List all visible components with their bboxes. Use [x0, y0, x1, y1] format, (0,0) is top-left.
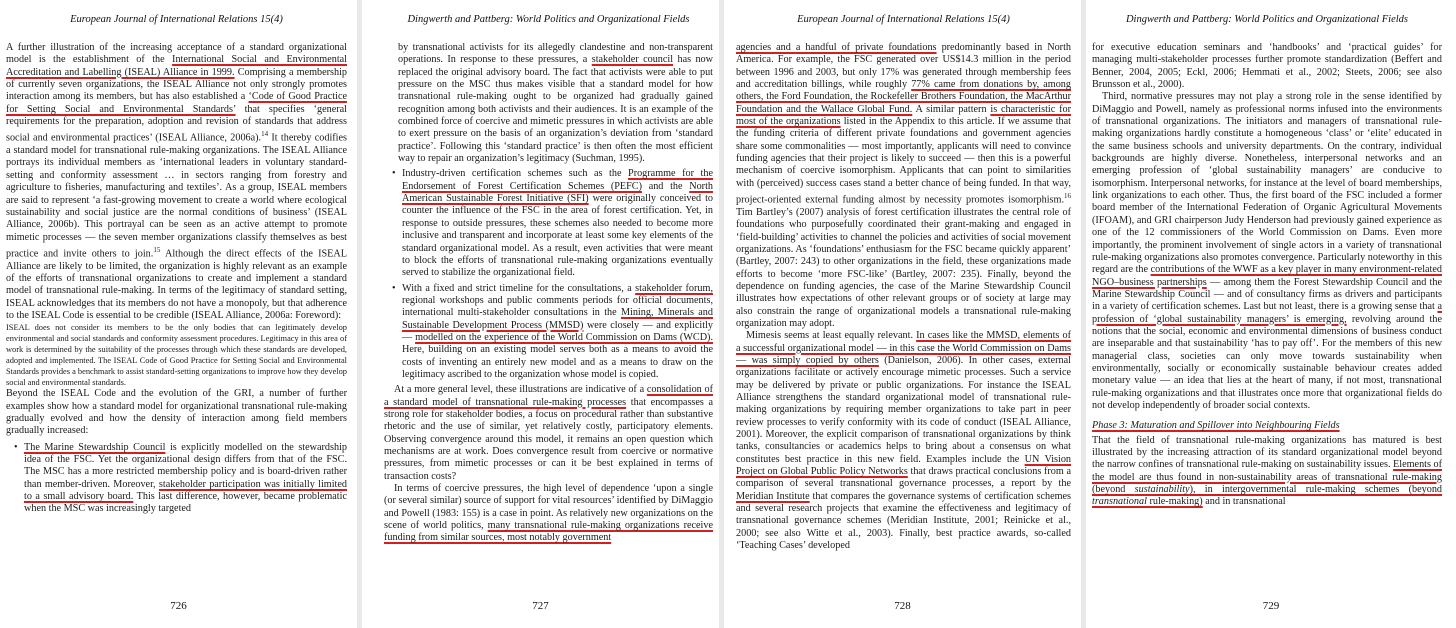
- running-header: Dingwerth and Pattberg: World Politics and Organizational Fields: [407, 14, 690, 25]
- text: In terms of coercive pressures, the high level of dependence ‘upon a single (or several similar) source of support for vital resources’ identified by DiMaggio and Powell (1983: 155) is a case in point. As relatively new organizations on the scene of world politics,: [384, 483, 713, 532]
- text: A similar pattern: [912, 103, 991, 115]
- text: Tim Bartley’s (2007) analysis of forest certification illustrates the central role of foundations who purposefully coordinated their grant-making and engaged in ‘field-building’ activities to channel the policies and activities of social movement organizations. As ‘foundations’ enthusiasm for the FSC became quickly apparent’ (Bartley, 2007: 243) to other organizations in the field, these organizations made efforts to become ‘more FSC-like’ (Bartley, 2007: 235). Finally, beyond the dependence on funding agencies, the case of the Marine Stewardship Council illustrates how expectations of other relevant groups or of society at large may also constrain the range of organizational models a transnational rule-making organization may adopt.: [736, 206, 1071, 329]
- text: At a more general level, these illustrations are indicative of a: [394, 384, 647, 396]
- text: has now replaced the original advisory board. The fact that activists were able to put pressure on the MSC thus makes visible that a standard model for how transnational rule-making ought to be organized had gradually gained recognition among both activists and their audiences. It is an example of the combined force of coercive and mimetic pressures in which activists are able to exert pressure on the basis of an organization’s deviation from ‘standard practice’. Following this ‘standard practice’ is then often the most efficient way to repair an organization’s legitimacy (Suchman, 1995).: [398, 54, 713, 165]
- text: Third, normative pressures may not play a strong role in the sense identified by DiMaggio and Powell, namely as professional norms infused into the environments of transnational organizations. The initiators and managers of transnational rule-making organizations hardly constitute a homogeneous ‘class’ or ‘elite’ educated in the same business schools and university departments. On the contrary, individual backgrounds are highly diverse. Nonetheless, interpersonal networks and an emerging profession of ‘global sustainability managers’ are conducive to isomorphism. Interpersonal networks, for instance at the level of board memberships, link organizations to each other. Thus, the first board of the FSC included a former board member of the International Federation of Organic Agricultural Movements (IFOAM), and GRI chairperson Judy Henderson had previously gained experience as one of the 12 commissioners of the World Commission on Dams. Even more importantly, the prominent involvement of single actors in a variety of transnational rule-making organizations also promotes convergence. Particularly noteworthy in this regard are the: [1092, 91, 1442, 276]
- page-body: [736, 42, 1071, 552]
- text: A further illustration of the increasing acceptance of a standard organizational model is the establishment of the: [6, 42, 347, 66]
- text: That the field of transnational rule-making organizations has matured is best illustrated by the increasing attraction of its standard organizational model beyond the narrow confines of transnational rule-making on sustainability issues.: [1092, 434, 1442, 471]
- highlight-underline: contributions of the WWF as a key player in many environment-related NGO–business partnerships: [1092, 264, 1443, 288]
- page-729: [1086, 0, 1456, 628]
- page-number: 728: [894, 600, 911, 612]
- paragraph: [384, 384, 713, 483]
- paragraph: [384, 483, 713, 545]
- text: rule-making): [1146, 496, 1203, 508]
- list-item: [394, 168, 713, 279]
- text: revolving around the notions that the social, economic and environmental dimensions of business conduct are inseparable and that sustainability ‘has to pay off’. For the members of this new managerial class, societies can only move towards sustainability when environmentally, socially or economically sustainable behaviour creates added monetary value — an idea that lies at the heart of many, if not most, transnational rule-making organizations and that illustrates once more that organizational fields do not develop independently of broader social contexts.: [1092, 313, 1443, 411]
- text: Although the direct effects of the ISEAL Alliance are likely to be limited, the organization is highly relevant as an example of the efforts of transnational organizations to create and implement a standard model of transnational rule-making. In terms of the legitimacy of standard setting, ISEAL acknowledges that its members do not have a monopoly, but that adherence to the ISEAL Code is essential to be credible (ISEAL Alliance, 2006a: Foreword):: [6, 248, 347, 321]
- text: is explicitly modelled on the stewardship idea of the FSC. Yet the organizational design differs from that of the FSC. The MSC has a more restricted membership policy and is board-driven rather than member-driven. Moreover,: [24, 441, 347, 490]
- running-header: Dingwerth and Pattberg: World Politics and Organizational Fields: [1125, 14, 1409, 25]
- list-item: [394, 283, 713, 382]
- page-727: [362, 0, 719, 628]
- page-body: [6, 42, 347, 516]
- highlight-underline: agencies and a handful of private foundations: [736, 42, 937, 53]
- text: by transnational activists for its allegedly clandestine and non-transparent operations. In response to these pressures, a: [398, 42, 713, 66]
- footnote-ref[interactable]: 15: [153, 245, 161, 254]
- highlight-underline: In cases like the MMSD, elements of a successful organizational model — in this case the World Commission on Dams — was simply copied by others: [736, 330, 1071, 366]
- bullet-list: [384, 168, 713, 381]
- paragraph: [736, 330, 1071, 552]
- text: This last difference, however, became problematic when the MSC was increasingly targeted: [24, 491, 347, 515]
- text: ), in intergovernmental rule-making schemes (beyond: [1189, 484, 1443, 496]
- highlight-underline: The Marine Stewardship Council: [24, 441, 166, 453]
- highlight-underline: North American Sustainable Forest Initiative (SFI): [402, 180, 714, 205]
- highlight-underline: stakeholder council: [591, 54, 674, 66]
- text: listed in the Appendix to this article. If we assume that the funding criteria of different private foundations and government agencies share some commonalities — most importantly, applicants will need to convince funding agencies that their project is likely to succeed — then this is a powerful mechanism of coercive isomorphism. Applicants that can point to similarities with (perceived) success cases stand a better chance of being funded. In that way, project-oriented external funding almost by necessity promotes isomorphism.: [736, 116, 1071, 206]
- page-726: [0, 0, 357, 628]
- highlight-underline: modelled on the experience of the World Commission on Dams (WCD).: [415, 331, 713, 343]
- highlight-underline: 77% came from donations by, among others, the Ford Foundation, the Rockefeller Brothers Foundation, the MacArthur Foundation and the Wallace Global Fund.: [736, 79, 1071, 115]
- page-body: [384, 42, 713, 545]
- highlight-underline: is characteristic for most of the organizations: [736, 103, 1071, 128]
- running-header: European Journal of International Relations 15(4): [797, 14, 1010, 25]
- text: that compares the governance systems of certification schemes and several research projects that examine the effectiveness and legitimacy of transnational governance schemes (Meridian Institute, 2001; Reinicke et al., 2000; see also Witte et al., 2003). Finally, best practice awards, so-called ‘Teaching Cases’ developed: [736, 490, 1071, 552]
- paragraph: Beyond the ISEAL Code and the evolution of the GRI, a number of further examples show how a standard model for organizational transnational rule-making gradually evolved and how the density of interaction among field members gradually increased:: [6, 388, 347, 437]
- text: and the: [642, 180, 690, 192]
- paragraph: [6, 42, 347, 322]
- highlight-underline: Mining, Minerals and Sustainable Development Process (MMSD): [402, 307, 713, 331]
- highlight-underline: Phase 3: Maturation and Spillover into Neighbouring Fields: [1092, 420, 1340, 432]
- text: Comprising a membership of currently seven organizations, the ISEAL Alliance not only strongly promotes interaction among its members, but has also established a: [6, 66, 347, 103]
- text: that draws practical conclusions from a comparison of several transnational governance processes, a report by the: [736, 466, 1071, 490]
- text: that specifies ‘general requirements for the preparation, adoption and revision of standards that address social and environmental practices’ (ISEAL Alliance, 2006a).: [6, 103, 347, 144]
- text: regional workshops and public comments periods for official documents, international multi-stakeholder consultations in the: [402, 294, 713, 319]
- footnote-ref[interactable]: 14: [261, 130, 269, 139]
- running-header: European Journal of International Relations 15(4): [70, 14, 283, 25]
- text: Here, building on an existing model serves both as a means to avoid the costs of inventing an entirely new model and as a means to draw on the legitimacy ascribed to the organization whose model is copied.: [402, 344, 713, 380]
- highlight-underline: Programme for the Endorsement of Forest Certification Schemes (PEFC): [402, 168, 713, 192]
- text: Mimesis seems at least equally relevant.: [746, 330, 917, 342]
- text: predominantly based in North America. For example, the FSC generated over US$14.3 million in the period between 1996 and 2003, but only 17% was generated through membership fees and accreditation billings, while roughly: [736, 42, 1071, 91]
- page-body: [1092, 42, 1442, 509]
- paragraph: [736, 42, 1071, 330]
- footnote-ref[interactable]: 16: [1064, 192, 1071, 201]
- paragraph: [1092, 435, 1442, 509]
- page-number: 729: [1262, 600, 1280, 612]
- emphasis: transnational: [1092, 496, 1147, 508]
- highlight-underline: Meridian Institute: [736, 490, 810, 502]
- highlight-underline: a profession of ‘global sustainability managers’ is emerging,: [1092, 301, 1442, 325]
- text: and in transnational: [1202, 496, 1286, 508]
- highlight-underline: stakeholder forum,: [635, 282, 713, 294]
- paragraph: for executive education seminars and ‘handbooks’ and ‘practical guides’ for managing multi-stakeholder processes further promote standardization (Beffert and Benner, 2004, 2005; Eckl, 2006; Hemmati et al., 2002; Steets, 2006; see also Brunsson et al., 2000).: [1092, 42, 1442, 91]
- section-heading: [1092, 420, 1442, 432]
- highlight-underline: stakeholder participation was initially limited to a small advisory board.: [24, 478, 347, 503]
- emphasis: sustainability: [1134, 484, 1190, 496]
- list-item: [16, 442, 347, 516]
- text: With a fixed and strict timeline for the consultations, a: [402, 282, 636, 294]
- page-number: 727: [532, 600, 549, 612]
- text: that encompasses a strong role for stakeholder bodies, a focus on procedural rather than substantive rhetoric and the use of similar, yet relatively costly, participatory elements. Observing convergence around this model, it remains an open question which mechanisms are at work. Does convergence result from coercive or normative pressures, from mimetic processes or can it be best explained in terms of transaction costs?: [384, 396, 713, 482]
- text: It thereby codifies a standard model for transnational rule-making organizations. The ISEAL Alliance portrays its individual members as ‘international leaders in voluntary standard-setting and conformity assessment … in sectors ranging from forestry and agriculture to fisheries, manufacturing and textiles’. As a group, ISEAL members are said to represent ‘a fast-growing movement to create a world where ecological sustainability and social justice are the normal conditions of business’ (ISEAL Alliance, 2006b). This portrayal can be seen as an active attempt to promote mimetic processes — the seven member organizations classify themselves as best practice and invite others to join.: [6, 132, 347, 260]
- text: (Danielson, 2006). In other cases, external organizations facilitate or actively encourage mimetic processes. Such a service may be delivered by private or public organizations. For instance the ISEAL Alliance strengthens the standard organizational model of transnational rule-making organizations by requiring member organizations to take part in peer review processes to verify conformity with its code of conduct (ISEAL Alliance, 2001). Moreover, the explicit comparison of transnational organizations by think tanks, consultancies or academics helps to bring about a consensus on what constitutes best practice in this new field. Examples include the: [736, 354, 1071, 465]
- bullet-list: [6, 442, 347, 516]
- page-number: 726: [170, 600, 187, 612]
- text: Industry-driven certification schemes such as the: [402, 168, 629, 180]
- highlight-underline: ‘Code of Good Practice for Setting Social and Environmental Standards’: [6, 91, 347, 115]
- highlight-underline: UN Vision Project on Global Public Policy Networks: [736, 453, 1072, 478]
- text: were originally conceived to counter the influence of the FSC in the area of forest certification. Yet, in response to outside pressures, these schemes also needed to become more inclusive and transparent and incorporate at least some key elements of the standard organizational model. As a result, even activities that were meant to block the efforts of transnational rule-making organizations eventually served to stabilize the organizational field.: [402, 193, 714, 279]
- block-quote: ISEAL does not consider its members to be the only bodies that can legitimately develop environmental and social standards and conformity assessment procedures. Legitimacy in this area of work is determined by the suitability of the processes through which these standards are developed, adopted and implemented. The ISEAL Code of Good Practice for Setting Social and Environmental Standards provides a benchmark to assist standard-setting organizations to improve how they develop social and environmental standards.: [6, 323, 347, 388]
- text: were closely — and explicitly —: [402, 319, 713, 343]
- text: — among them the Forest Stewardship Council and the Marine Stewardship Council — and of consultancy firms as drivers and participants in a variety of certification schemes. Last but not least, there is a growing sense that: [1092, 276, 1442, 313]
- highlight-underline: consolidation of a standard model of transnational rule-making processes: [384, 384, 713, 408]
- highlight-underline: many transnational rule-making organizations receive funding from similar sources, most notably government: [384, 520, 713, 544]
- page-728: [724, 0, 1081, 628]
- text: Elements of the model are thus found in non-sustainability areas of transnational rule-making (beyond: [1092, 459, 1442, 496]
- paragraph: [1092, 91, 1442, 412]
- paragraph: [384, 42, 713, 165]
- highlight-underline: International Social and Environmental Accreditation and Labelling (ISEAL) Alliance in 1999.: [6, 54, 347, 78]
